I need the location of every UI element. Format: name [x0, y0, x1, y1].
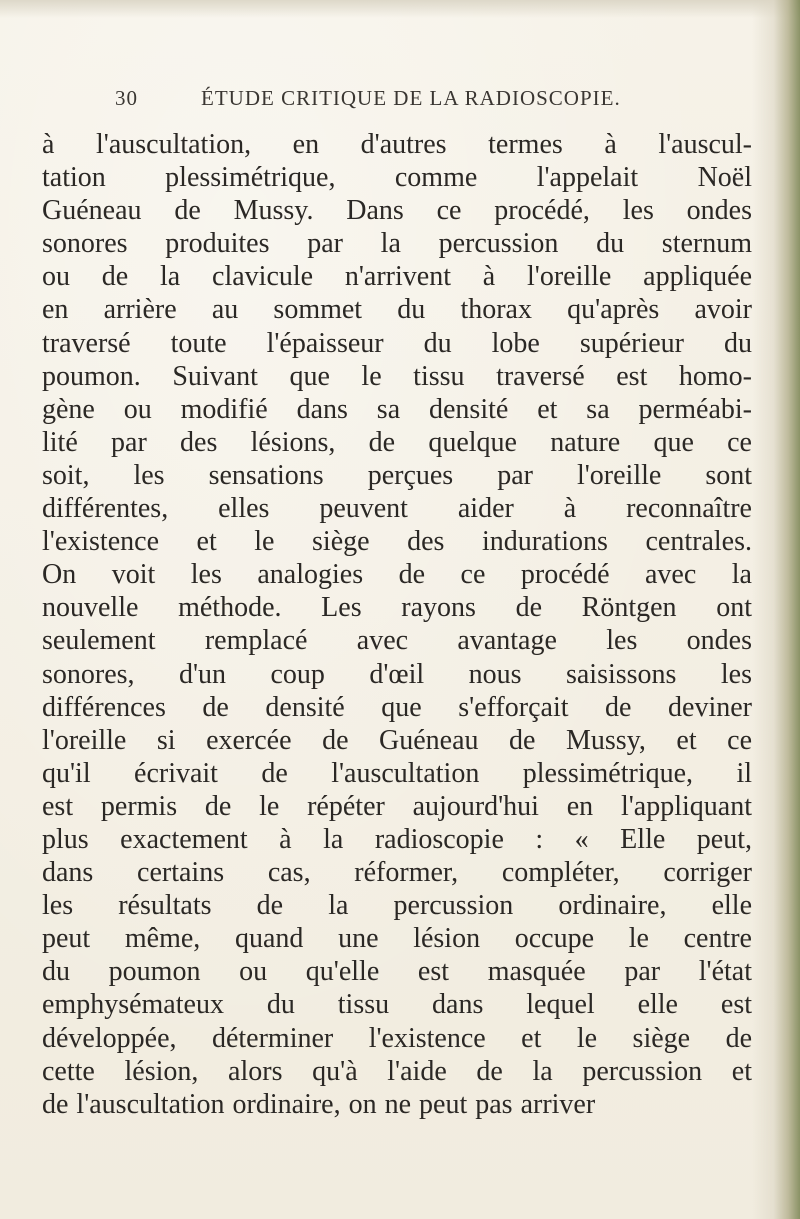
body-text: [42, 128, 752, 1121]
text-line: tation plessimétrique, comme l'appelait Noël: [42, 162, 752, 194]
text-line: plus exactement à la radioscopie : « Elle peut,: [42, 823, 752, 855]
text-line: cette lésion, alors qu'à l'aide de la percussion et: [42, 1055, 752, 1087]
text-line: soit, les sensations perçues par l'oreille sont: [42, 459, 752, 491]
text-line: traversé toute l'épaisseur du lobe supérieur du: [42, 327, 752, 359]
text-line: dans certains cas, réformer, compléter, corriger: [42, 857, 752, 889]
page-number: 30: [115, 86, 138, 110]
text-line: à l'auscultation, en d'autres termes à l'auscul-: [42, 129, 752, 160]
text-line: du poumon ou qu'elle est masquée par l'état: [42, 956, 752, 988]
text-line: différentes, elles peuvent aider à reconnaître: [42, 493, 752, 525]
text-line: ou de la clavicule n'arrivent à l'oreille appliquée: [42, 261, 752, 293]
running-head: ÉTUDE CRITIQUE DE LA RADIOSCOPIE.: [201, 86, 621, 110]
text-line: l'oreille si exercée de Guéneau de Mussy, et ce: [42, 724, 752, 756]
text-line: les résultats de la percussion ordinaire, elle: [42, 890, 752, 922]
text-line: Guéneau de Mussy. Dans ce procédé, les ondes: [42, 195, 752, 227]
text-line: en arrière au sommet du thorax qu'après avoir: [42, 294, 752, 326]
page-top-edge: [0, 0, 800, 18]
text-line: sonores produites par la percussion du sternum: [42, 228, 752, 260]
text-line: poumon. Suivant que le tissu traversé est homo-: [42, 360, 752, 392]
text-line: lité par des lésions, de quelque nature que ce: [42, 426, 752, 458]
text-line: sonores, d'un coup d'œil nous saisissons les: [42, 658, 752, 690]
text-line: nouvelle méthode. Les rayons de Röntgen ont: [42, 592, 752, 624]
text-line: gène ou modifié dans sa densité et sa perméabi-: [42, 393, 752, 425]
text-line: de l'auscultation ordinaire, on ne peut pas arriver: [42, 1088, 596, 1120]
page-header: [115, 86, 715, 116]
text-line: qu'il écrivait de l'auscultation plessimétrique, il: [42, 757, 752, 789]
text-line: emphysémateux du tissu dans lequel elle est: [42, 989, 752, 1021]
binding-shadow: [752, 0, 800, 1219]
text-line: On voit les analogies de ce procédé avec la: [42, 559, 752, 591]
text-line: seulement remplacé avec avantage les ondes: [42, 625, 752, 657]
text-line: différences de densité que s'efforçait de deviner: [42, 691, 752, 723]
text-line: développée, déterminer l'existence et le siège de: [42, 1022, 752, 1054]
text-line: l'existence et le siège des indurations centrales.: [42, 526, 752, 558]
text-line: peut même, quand une lésion occupe le centre: [42, 923, 752, 955]
text-line: est permis de le répéter aujourd'hui en l'appliquant: [42, 790, 752, 822]
